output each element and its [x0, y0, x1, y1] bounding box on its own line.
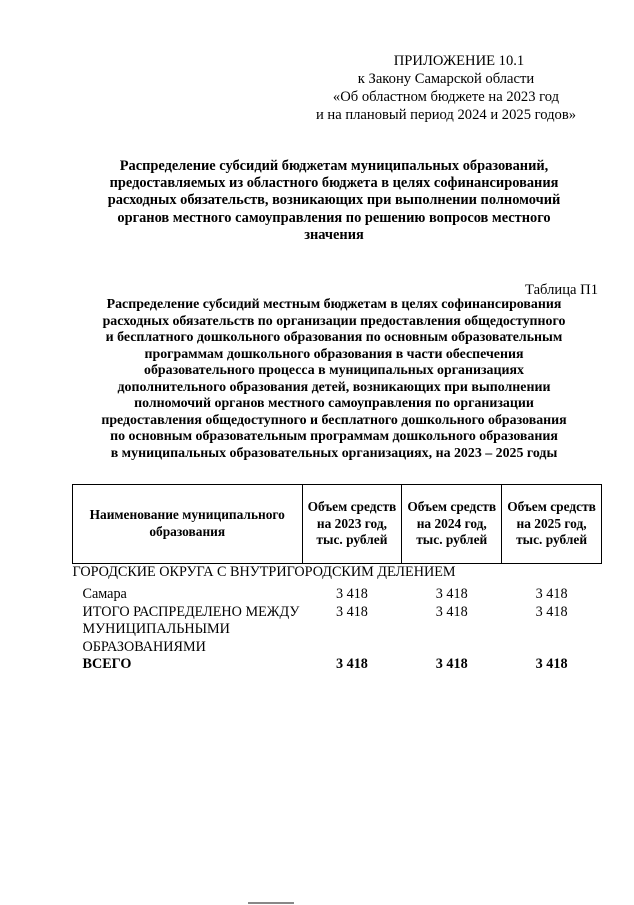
table-title-line: программам дошкольного образования в части обеспечения: [144, 346, 524, 362]
value-2024: 3 418: [435, 603, 468, 620]
table-title-line: предоставления общедоступного и бесплатного дошкольного образования: [101, 412, 567, 428]
table-title-line: в муниципальных образовательных организациях, на 2023 – 2025 годы: [110, 445, 558, 461]
title-line: органов местного самоуправления по решению вопросов местного: [117, 209, 551, 226]
value-2023: 3 418: [335, 603, 368, 620]
table-title-line: Распределение субсидий местным бюджетам в целях софинансирования: [106, 297, 562, 312]
title-line: предоставляемых из областного бюджета в целях софинансирования: [109, 175, 559, 192]
table-title-line: образовательного процесса в муниципальных организациях: [144, 363, 524, 378]
table-row: [73, 586, 602, 604]
table-title-line: и бесплатного дошкольного образования по основным образовательным: [105, 330, 563, 345]
appendix-line: «Об областном бюджете на 2023 год: [332, 89, 560, 105]
table-title-line: расходных обязательств по организации предоставления общедоступного: [102, 313, 566, 329]
table-title-line: по основным образовательным программам дошкольного образования: [110, 429, 558, 444]
table-title-line: полномочий органов местного самоуправления по организации: [134, 396, 534, 411]
value-2025: 3 418: [535, 586, 568, 602]
row-name: Самара: [82, 586, 127, 602]
header-2024: Объем средств на 2024 год, тыс. рублей: [402, 485, 502, 564]
table-label: Таблица П1: [525, 282, 598, 298]
header-2025: Объем средств на 2025 год, тыс. рублей: [502, 485, 602, 564]
appendix-line: ПРИЛОЖЕНИЕ 10.1: [393, 53, 525, 69]
section-heading: ГОРОДСКИЕ ОКРУГА С ВНУТРИГОРОДСКИМ ДЕЛЕНИЕМ: [72, 564, 456, 580]
table-row: [73, 604, 602, 657]
table-header-row: [73, 485, 602, 564]
value-2024: 3 418: [435, 586, 468, 602]
title-line: расходных обязательств, возникающих при выполнении полномочий: [107, 192, 561, 209]
subsidy-table: [72, 484, 602, 674]
header-2023: Объем средств на 2023 год, тыс. рублей: [302, 485, 402, 564]
appendix-line: и на плановый период 2024 и 2025 годов»: [315, 107, 577, 123]
table-title: [72, 297, 596, 462]
section-row: [73, 564, 602, 587]
value-2024: 3 418: [435, 656, 468, 672]
value-2025: 3 418: [535, 603, 568, 620]
total-row: [73, 656, 602, 674]
value-2025: 3 418: [535, 656, 568, 672]
value-2023: 3 418: [335, 656, 368, 672]
table-title-line: дополнительного образования детей, возникающих при выполнении: [117, 379, 551, 395]
title-line: значения: [304, 226, 364, 243]
document-title: [72, 158, 596, 244]
row-name: ИТОГО РАСПРЕДЕЛЕНО МЕЖДУ МУНИЦИПАЛЬНЫМИ ОБРАЗОВАНИЯМИ: [82, 603, 300, 655]
appendix-line: к Закону Самарской области: [357, 71, 535, 87]
appendix-header: [300, 52, 592, 124]
title-line: Распределение субсидий бюджетам муниципальных образований,: [119, 158, 549, 174]
row-name: ВСЕГО: [82, 656, 132, 672]
header-municipality: Наименование муниципального образования: [73, 485, 303, 564]
scan-mark: [248, 902, 294, 904]
value-2023: 3 418: [335, 586, 368, 602]
